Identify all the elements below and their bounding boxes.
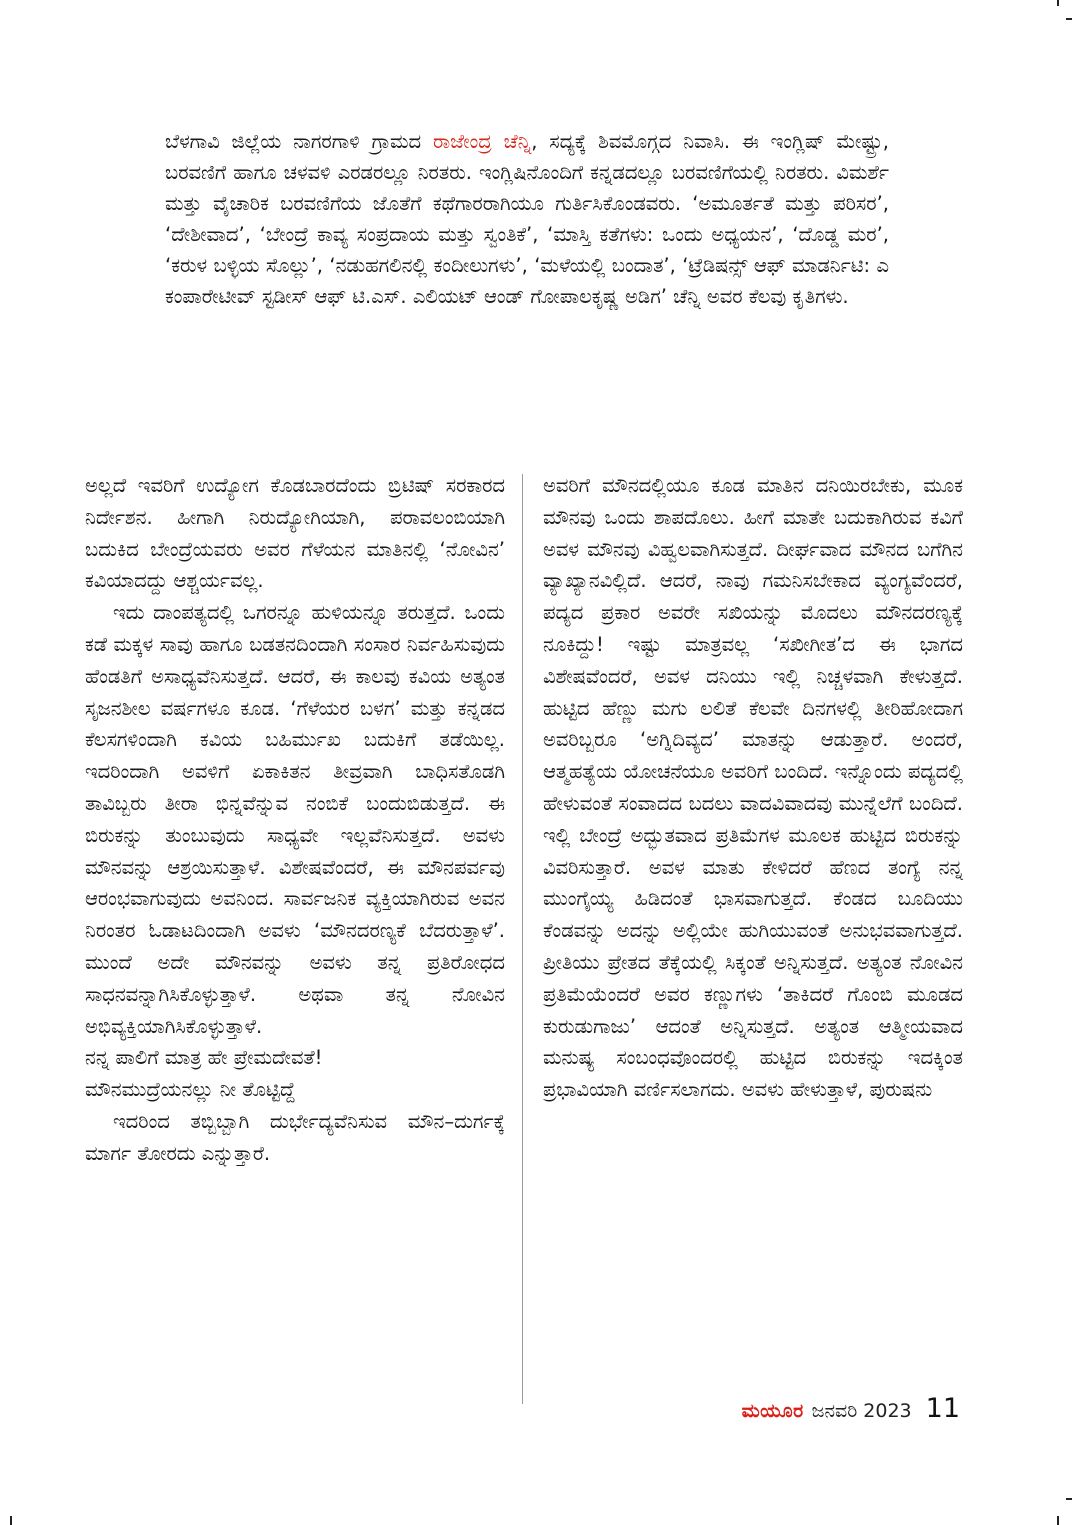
left-column [85,470,505,1170]
poem-line: ಮೌನಮುದ್ರೆಯನಲ್ಲು ನೀ ತೊಟ್ಟಿದ್ದೆ [85,1078,296,1102]
paragraph: ಅವರಿಗೆ ಮೌನದಲ್ಲಿಯೂ ಕೂಡ ಮಾತಿನ ದನಿಯಿರಬೇಕು, ಮೂಕ ಮೌನವು ಒಂದು ಶಾಪದೊಲು. ಹೀಗೆ ಮಾತೇ ಬದುಕಾಗಿರುವ ಕವಿಗೆ ಅವಳ ಮೌನವು ವಿಹ್ವಲವಾಗಿಸುತ್ತದೆ. ದೀರ್ಘವಾದ ಮೌನದ ಬಗೆಗಿನ ವ್ಯಾಖ್ಯಾನವಿಲ್ಲಿದೆ. ಆದರೆ, ನಾವು ಗಮನಿಸಬೇಕಾದ ವ್ಯಂಗ್ಯವೆಂದರೆ, ಪದ್ಯದ ಪ್ರಕಾರ ಅವರೇ ಸಖಿಯನ್ನು ಮೊದಲು ಮೌನದರಣ್ಯಕ್ಕೆ ನೂಕಿದ್ದು! ಇಷ್ಟು ಮಾತ್ರವಲ್ಲ ‘ಸಖೀಗೀತ’ದ ಈ ಭಾಗದ ವಿಶೇಷವೆಂದರೆ, ಅವಳ ದನಿಯು ಇಲ್ಲಿ ನಿಚ್ಚಳವಾಗಿ ಕೇಳುತ್ತದೆ. ಹುಟ್ಟಿದ ಹೆಣ್ಣು ಮಗು ಲಲಿತೆ ಕೆಲವೇ ದಿನಗಳಲ್ಲಿ ತೀರಿಹೋದಾಗ ಅವರಿಬ್ಬರೂ ‘ಅಗ್ನಿದಿವ್ಯದ’ ಮಾತನ್ನು ಆಡುತ್ತಾರೆ. ಅಂದರೆ, ಆತ್ಮಹತ್ಯೆಯ ಯೋಚನೆಯೂ ಅವರಿಗೆ ಬಂದಿದೆ. ಇನ್ನೊಂದು ಪದ್ಯದಲ್ಲಿ ಹೇಳುವಂತೆ ಸಂವಾದದ ಬದಲು ವಾದವಿವಾದವು ಮುನ್ನೆಲೆಗೆ ಬಂದಿದೆ. ಇಲ್ಲಿ ಬೇಂದ್ರೆ ಅದ್ಭುತವಾದ ಪ್ರತಿಮೆಗಳ ಮೂಲಕ ಹುಟ್ಟಿದ ಬಿರುಕನ್ನು ವಿವರಿಸುತ್ತಾರೆ. ಅವಳ ಮಾತು ಕೇಳಿದರೆ ಹೆಣದ ತಂಗ್ಯೆ ನನ್ನ ಮುಂಗೈಯ್ಯ ಹಿಡಿದಂತೆ ಭಾಸವಾಗುತ್ತದೆ. ಕೆಂಡದ ಬೂದಿಯು ಕೆಂಡವನ್ನು ಅದನ್ನು ಅಲ್ಲಿಯೇ ಹುಗಿಯುವಂತೆ ಅನುಭವವಾಗುತ್ತದೆ. ಪ್ರೀತಿಯು ಪ್ರೇತದ ತೆಕ್ಕೆಯಲ್ಲಿ ಸಿಕ್ಕಂತೆ ಅನ್ನಿಸುತ್ತದೆ. ಅತ್ಯಂತ ನೋವಿನ ಪ್ರತಿಮೆಯೆಂದರೆ ಅವರ ಕಣ್ಣುಗಳು ‘ತಾಕಿದರೆ ಗೊಂಬಿ ಮೂಡದ ಕುರುಡುಗಾಜು’ ಆದಂತೆ ಅನ್ನಿಸುತ್ತದೆ. ಅತ್ಯಂತ ಆತ್ಮೀಯವಾದ ಮನುಷ್ಯ ಸಂಬಂಧವೊಂದರಲ್ಲಿ ಹುಟ್ಟಿದ ಬಿರುಕನ್ನು ಇದಕ್ಕಿಂತ ಪ್ರಭಾವಿಯಾಗಿ ವರ್ಣಿಸಲಾಗದು. ಅವಳು ಹೇಳುತ್ತಾಳೆ, ಪುರುಷನು [543,474,963,1102]
magazine-logo: ಮಯೂರ [741,1400,804,1422]
crop-mark [10,1516,12,1525]
crop-mark [1066,18,1072,20]
crop-mark [1057,1516,1059,1525]
issue-date: ಜನವರಿ 2023 [811,1400,912,1422]
page-footer [742,1393,960,1424]
bio-text-rest: , ಸದ್ಯಕ್ಕೆ ಶಿವಮೊಗ್ಗದ ನಿವಾಸಿ. ಈ ಇಂಗ್ಲಿಷ್ ಮೇಷ್ಟ್ರು, ಬರವಣಿಗೆ ಹಾಗೂ ಚಳವಳಿ ಎರಡರಲ್ಲೂ ನಿರತರು. ಇಂಗ್ಲಿಷಿನೊಂದಿಗೆ ಕನ್ನಡದಲ್ಲೂ ಬರವಣಿಗೆಯಲ್ಲಿ ನಿರತರು. ವಿಮರ್ಶೆ ಮತ್ತು ವೈಚಾರಿಕ ಬರವಣಿಗೆಯ ಜೊತೆಗೆ ಕಥೆಗಾರರಾಗಿಯೂ ಗುರ್ತಿಸಿಕೊಂಡವರು. ‘ಅಮೂರ್ತತೆ ಮತ್ತು ಪರಿಸರ’, ‘ದೇಶೀವಾದ’, ‘ಬೇಂದ್ರೆ ಕಾವ್ಯ ಸಂಪ್ರದಾಯ ಮತ್ತು ಸ್ವಂತಿಕೆ’, ‘ಮಾಸ್ತಿ ಕತೆಗಳು: ಒಂದು ಅಧ್ಯಯನ’, ‘ದೊಡ್ಡ ಮರ’, ‘ಕರುಳ ಬಳ್ಳಿಯ ಸೊಲ್ಲು’, ‘ನಡುಹಗಲಿನಲ್ಲಿ ಕಂದೀಲುಗಳು’, ‘ಮಳೆಯಲ್ಲಿ ಬಂದಾತ’, ‘ಟ್ರೆಡಿಷನ್ಸ್ ಆಫ್ ಮಾಡರ್ನಿಟಿ: ಎ ಕಂಪಾರೇಟೀವ್ ಸ್ಟಡೀಸ್ ಆಫ್ ಟಿ.ಎಸ್. ಎಲಿಯಟ್ ಆಂಡ್ ಗೋಪಾಲಕೃಷ್ಣ ಅಡಿಗ’ ಚೆನ್ನಿ ಅವರ ಕೆಲವು ಕೃತಿಗಳು. [165,130,889,308]
bio-text-start: ಬೆಳಗಾವಿ ಜಿಲ್ಲೆಯ ನಾಗರಗಾಳಿ ಗ್ರಾಮದ [165,130,433,153]
column-divider [522,474,523,1404]
author-name: ರಾಜೇಂದ್ರ ಚೆನ್ನಿ [432,130,532,153]
page-number: 11 [925,1393,960,1424]
right-column [543,470,963,1106]
paragraph: ಅಲ್ಲದೆ ಇವರಿಗೆ ಉದ್ಯೋಗ ಕೊಡಬಾರದೆಂದು ಬ್ರಿಟಿಷ್ ಸರಕಾರದ ನಿರ್ದೇಶನ. ಹೀಗಾಗಿ ನಿರುದ್ಯೋಗಿಯಾಗಿ, ಪರಾವಲಂಬಿಯಾಗಿ ಬದುಕಿದ ಬೇಂದ್ರೆಯವರು ಅವರ ಗೆಳೆಯನ ಮಾತಿನಲ್ಲಿ ‘ನೋವಿನ’ ಕವಿಯಾದದ್ದು ಆಶ್ಚರ್ಯವಲ್ಲ. [85,474,505,593]
crop-mark [1057,0,1059,6]
poem-line: ನನ್ನ ಪಾಲಿಗೆ ಮಾತ್ರ ಹೇ ಪ್ರೇಮದೇವತೆ! [85,1046,323,1070]
paragraph: ಇದರಿಂದ ತಬ್ಬಿಬ್ಬಾಗಿ ದುರ್ಭೇದ್ಯವೆನಿಸುವ ಮೌನ–ದುರ್ಗಕ್ಕೆ ಮಾರ್ಗ ತೋರದು ಎನ್ನುತ್ತಾರೆ. [85,1109,505,1165]
crop-mark [1066,1498,1072,1500]
paragraph: ಇದು ದಾಂಪತ್ಯದಲ್ಲಿ ಒಗರನ್ನೂ ಹುಳಿಯನ್ನೂ ತರುತ್ತದೆ. ಒಂದು ಕಡೆ ಮಕ್ಕಳ ಸಾವು ಹಾಗೂ ಬಡತನದಿಂದಾಗಿ ಸಂಸಾರ ನಿರ್ವಹಿಸುವುದು ಹೆಂಡತಿಗೆ ಅಸಾಧ್ಯವೆನಿಸುತ್ತದೆ. ಆದರೆ, ಈ ಕಾಲವು ಕವಿಯ ಅತ್ಯಂತ ಸೃಜನಶೀಲ ವರ್ಷಗಳೂ ಕೂಡ. ‘ಗೆಳೆಯರ ಬಳಗ’ ಮತ್ತು ಕನ್ನಡದ ಕೆಲಸಗಳಿಂದಾಗಿ ಕವಿಯ ಬಹಿರ್ಮುಖ ಬದುಕಿಗೆ ತಡೆಯಿಲ್ಲ. ಇದರಿಂದಾಗಿ ಅವಳಿಗೆ ಏಕಾಕಿತನ ತೀವ್ರವಾಗಿ ಬಾಧಿಸತೊಡಗಿ ತಾವಿಬ್ಬರು ತೀರಾ ಭಿನ್ನವೆನ್ನುವ ನಂಬಿಕೆ ಬಂದುಬಿಡುತ್ತದೆ. ಈ ಬಿರುಕನ್ನು ತುಂಬುವುದು ಸಾಧ್ಯವೇ ಇಲ್ಲವೆನಿಸುತ್ತದೆ. ಅವಳು ಮೌನವನ್ನು ಆಶ್ರಯಿಸುತ್ತಾಳೆ. ವಿಶೇಷವೆಂದರೆ, ಈ ಮೌನಪರ್ವವು ಆರಂಭವಾಗುವುದು ಅವನಿಂದ. ಸಾರ್ವಜನಿಕ ವ್ಯಕ್ತಿಯಾಗಿರುವ ಅವನ ನಿರಂತರ ಓಡಾಟದಿಂದಾಗಿ ಅವಳು ‘ಮೌನದರಣ್ಯಕೆ ಬೆದರುತ್ತಾಳೆ’. ಮುಂದೆ ಅದೇ ಮೌನವನ್ನು ಅವಳು ತನ್ನ ಪ್ರತಿರೋಧದ ಸಾಧನವನ್ನಾಗಿಸಿಕೊಳ್ಳುತ್ತಾಳೆ. ಅಥವಾ ತನ್ನ ನೋವಿನ ಅಭಿವ್ಯಕ್ತಿಯಾಗಿಸಿಕೊಳ್ಳುತ್ತಾಳೆ. [85,601,505,1038]
author-bio [165,126,889,312]
